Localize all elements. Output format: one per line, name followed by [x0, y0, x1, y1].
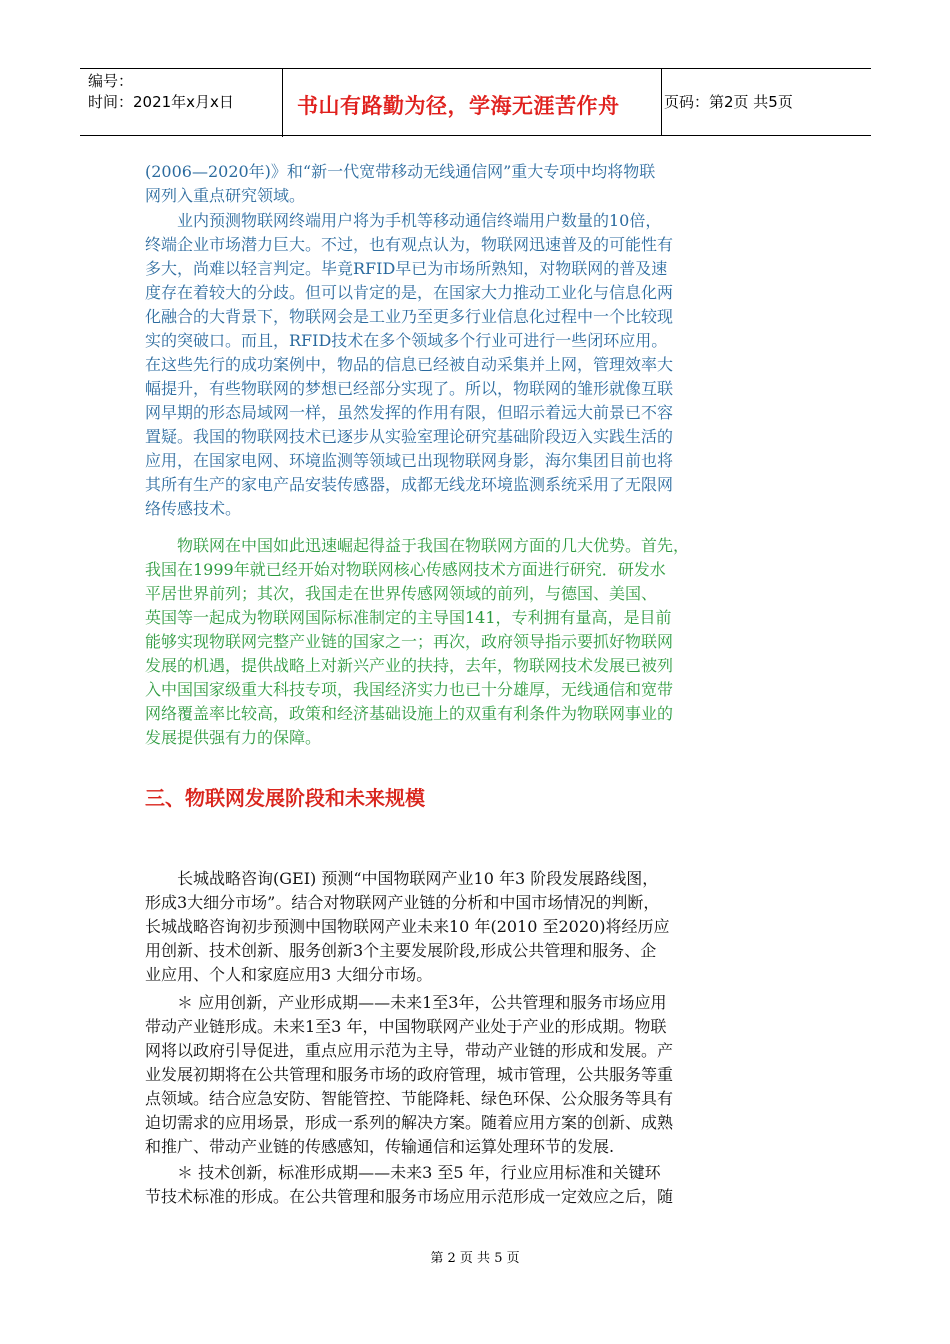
text-line: 节技术标准的形成。在公共管理和服务市场应用示范形成一定效应之后，随 [145, 1187, 674, 1206]
header-slogan: 书山有路勤为径，学海无涯苦作舟 [297, 94, 620, 118]
header-slogan-cell [283, 69, 662, 135]
text-line: ＊ 应用创新，产业形成期——未来1至3年，公共管理和服务市场应用 [145, 993, 667, 1012]
text-line: 置疑。我国的物联网技术已逐步从实验室理论研究基础阶段迈入实践生活的 [145, 427, 674, 446]
text-line: (2006—2020年)》和“新一代宽带移动无线通信网”重大专项中均将物联 [145, 162, 656, 181]
paragraph-gei-forecast [145, 867, 805, 987]
text-line: 发展提供强有力的保障。 [145, 728, 322, 747]
text-line: 入中国国家级重大科技专项，我国经济实力也已十分雄厚，无线通信和宽带 [145, 680, 674, 699]
text-line: ＊ 技术创新，标准形成期——未来3 至5 年，行业应用标准和关键环 [145, 1163, 661, 1182]
text-line: 英国等一起成为物联网国际标准制定的主导国141，专利拥有量高，是目前 [145, 608, 672, 627]
header-page-cell [662, 69, 871, 135]
page-header [80, 68, 871, 136]
text-line: 迫切需求的应用场景，形成一系列的解决方案。随着应用方案的创新、成熟 [145, 1113, 674, 1132]
document-time-label: 时间：2021年x月x日 [88, 93, 234, 111]
paragraph-china-advantages [145, 534, 805, 750]
header-meta-cell [80, 69, 283, 137]
text-line: 平居世界前列；其次，我国走在世界传感网领域的前列，与德国、美国、 [145, 584, 658, 603]
text-line: 终端企业市场潜力巨大。不过，也有观点认为，物联网迅速普及的可能性有 [145, 235, 674, 254]
text-line: 度存在着较大的分歧。但可以肯定的是，在国家大力推动工业化与信息化两 [145, 283, 674, 302]
paragraph-iot-market [145, 209, 805, 521]
text-line: 和推广、带动产业链的传感感知，传输通信和运算处理环节的发展. [145, 1137, 615, 1156]
text-line: 发展的机遇，提供战略上对新兴产业的扶持，去年，物联网技术发展已被列 [145, 656, 674, 675]
text-line: 我国在1999年就已经开始对物联网核心传感网技术方面进行研究．研发水 [145, 560, 666, 579]
header-page-code: 页码：第2页 共5页 [664, 93, 793, 111]
text-line: 长城战略咨询(GEI) 预测“中国物联网产业10 年3 阶段发展路线图， [145, 869, 659, 888]
paragraph-technology-innovation [145, 1161, 805, 1209]
text-line: 化融合的大背景下，物联网会是工业乃至更多行业信息化过程中一个比较现 [145, 307, 674, 326]
text-line: 其所有生产的家电产品安装传感器，成都无线龙环境监测系统采用了无限网 [145, 475, 674, 494]
text-line: 能够实现物联网完整产业链的国家之一；再次，政府领导指示要抓好物联网 [145, 632, 674, 651]
text-line: 网列入重点研究领域。 [145, 186, 306, 205]
text-line: 业内预测物联网终端用户将为手机等移动通信终端用户数量的10倍， [145, 211, 662, 230]
text-line: 多大，尚难以轻言判定。毕竟RFID早已为市场所熟知，对物联网的普及速 [145, 259, 668, 278]
page-footer: 第 2 页 共 5 页 [430, 1251, 520, 1266]
text-line: 实的突破口。而且，RFID技术在多个领域多个行业可进行一些闭环应用。 [145, 331, 668, 350]
text-line: 物联网在中国如此迅速崛起得益于我国在物联网方面的几大优势。首先， [145, 536, 690, 555]
text-line: 形成3大细分市场”。结合对物联网产业链的分析和中国市场情况的判断， [145, 893, 660, 912]
text-line: 络传感技术。 [145, 499, 242, 518]
text-line: 带动产业链形成。未来1至3 年，中国物联网产业处于产业的形成期。物联 [145, 1017, 667, 1036]
text-line: 幅提升，有些物联网的梦想已经部分实现了。所以，物联网的雏形就像互联 [145, 379, 674, 398]
section-heading: 三、物联网发展阶段和未来规模 [145, 786, 425, 810]
text-line: 网早期的形态局域网一样，虽然发挥的作用有限，但昭示着远大前景已不容 [145, 403, 674, 422]
text-line: 用创新、技术创新、服务创新3个主要发展阶段,形成公共管理和服务、企 [145, 941, 657, 960]
text-line: 业应用、个人和家庭应用3 大细分市场。 [145, 965, 433, 984]
text-line: 长城战略咨询初步预测中国物联网产业未来10 年(2010 至2020)将经历应 [145, 917, 670, 936]
text-line: 网将以政府引导促进，重点应用示范为主导，带动产业链的形成和发展。产 [145, 1041, 674, 1060]
text-line: 网络覆盖率比较高，政策和经济基础设施上的双重有利条件为物联网事业的 [145, 704, 674, 723]
text-line: 业发展初期将在公共管理和服务市场的政府管理，城市管理，公共服务等重 [145, 1065, 674, 1084]
paragraph-application-innovation [145, 991, 805, 1159]
text-line: 在这些先行的成功案例中，物品的信息已经被自动采集并上网，管理效率大 [145, 355, 674, 374]
text-line: 应用，在国家电网、环境监测等领域已出现物联网身影，海尔集团目前也将 [145, 451, 674, 470]
text-line: 点领域。结合应急安防、智能管控、节能降耗、绿色环保、公众服务等具有 [145, 1089, 674, 1108]
document-number-label: 编号： [88, 72, 134, 90]
paragraph-continuation [145, 160, 805, 208]
